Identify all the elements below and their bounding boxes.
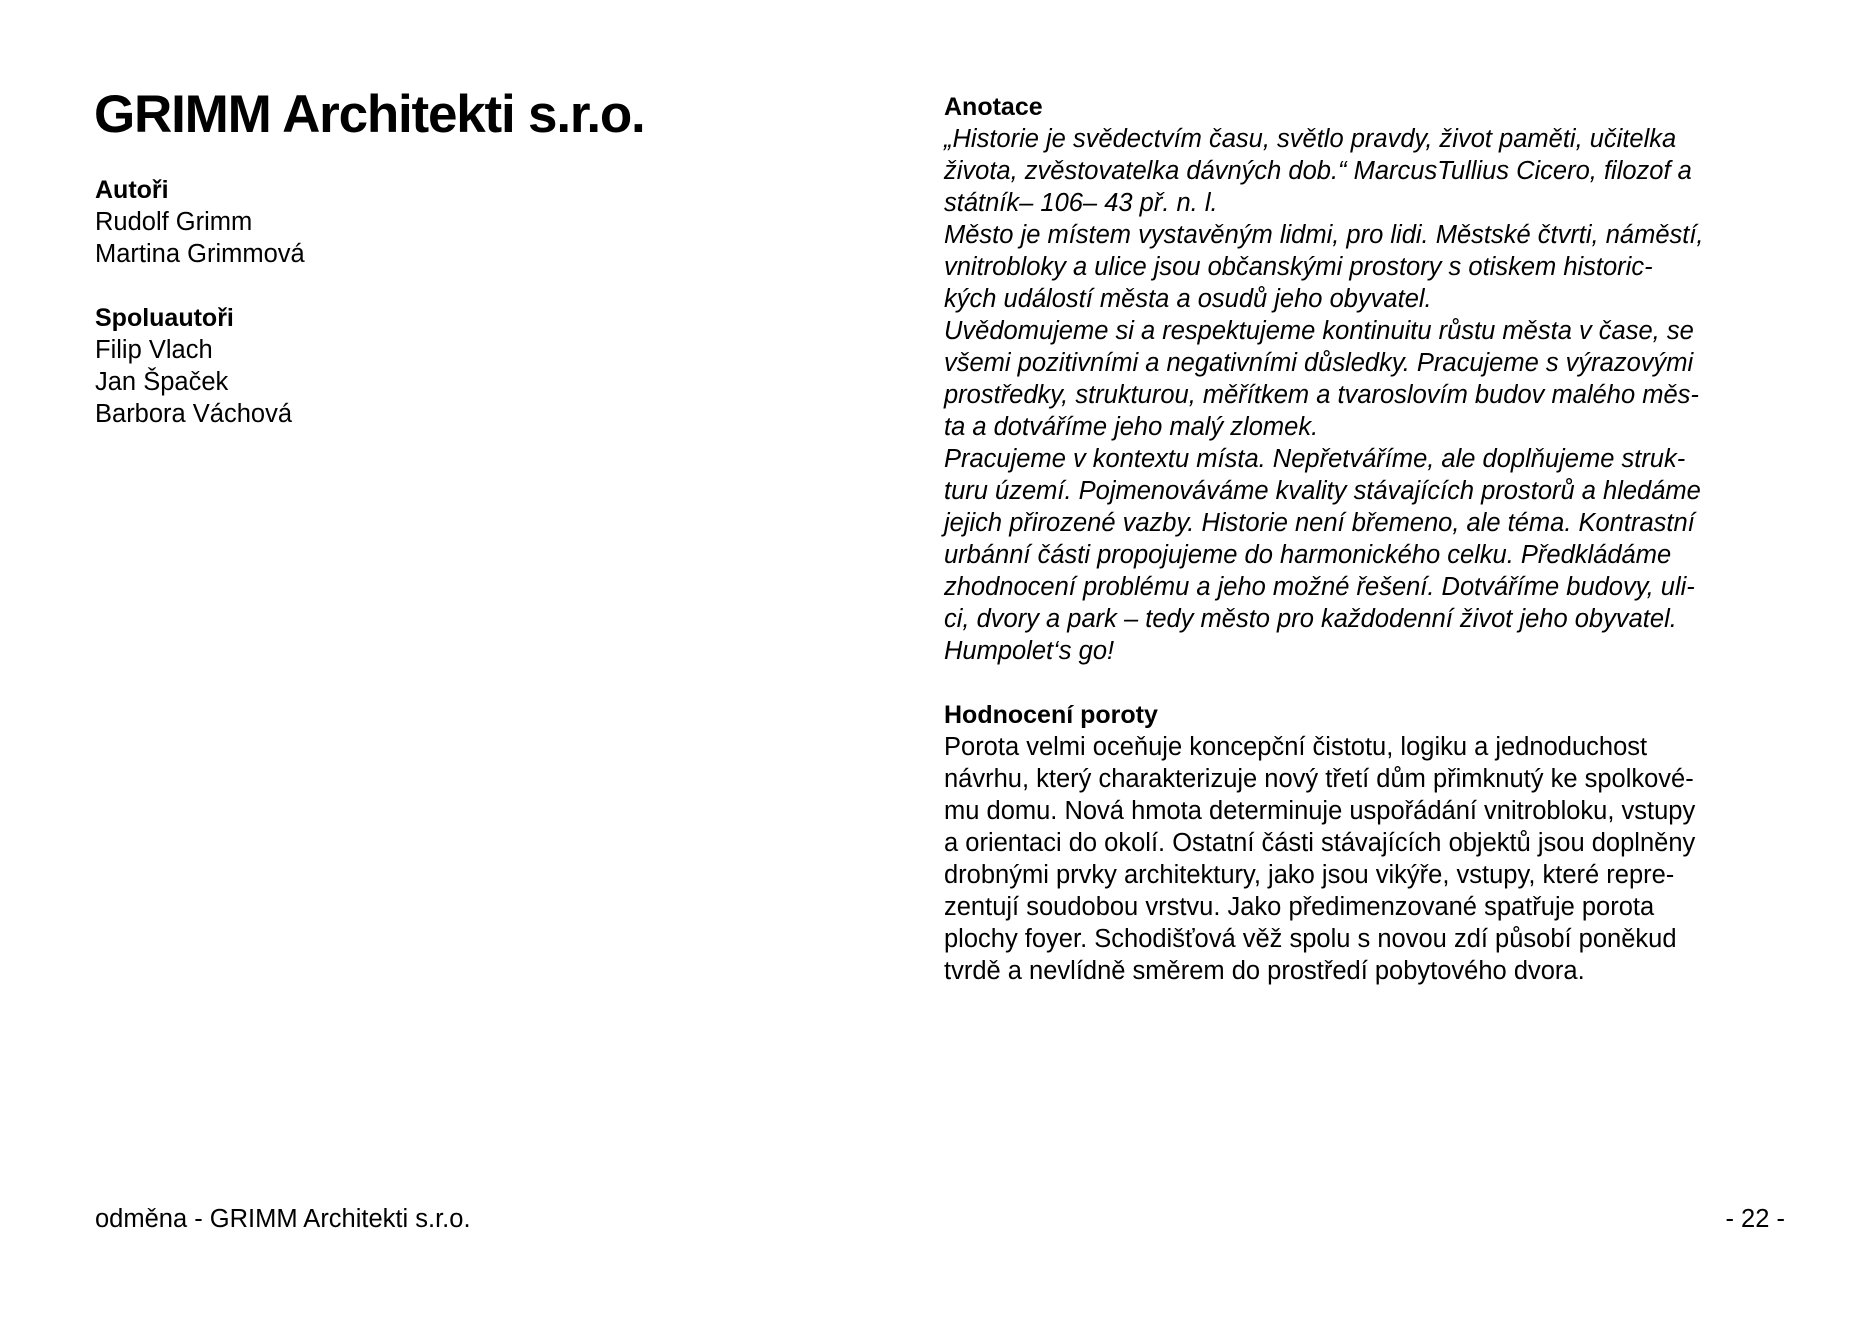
coauthors-heading: Spoluautoři: [95, 304, 234, 332]
annotation-line: prostředky, strukturou, měřítkem a tvaroslovím budov malého měs-: [944, 381, 1699, 409]
text-column: [944, 91, 1804, 1019]
jury-text: [944, 731, 1804, 987]
coauthor-name: Barbora Váchová: [95, 400, 293, 428]
annotation-line: „Historie je svědectvím času, světlo pravdy, život paměti, učitelka: [944, 125, 1677, 153]
annotation-line: ci, dvory a park – tedy město pro každodenní život jeho obyvatel.: [944, 605, 1677, 633]
annotation-line: urbánní části propojujeme do harmonického celku. Předkládáme: [944, 541, 1672, 569]
jury-line: Porota velmi oceňuje koncepční čistotu, logiku a jednoduchost: [944, 733, 1648, 761]
annotation-line: Uvědomujeme si a respektujeme kontinuitu růstu města v čase, se: [944, 317, 1694, 345]
jury-line: a orientaci do okolí. Ostatní části stávajících objektů jsou doplněny: [944, 829, 1696, 857]
annotation-line: Humpolet‘s go!: [944, 637, 1115, 665]
annotation-text: [944, 123, 1804, 667]
jury-line: tvrdě a nevlídně směrem do prostředí pobytového dvora.: [944, 957, 1585, 985]
jury-line: mu domu. Nová hmota determinuje uspořádání vnitrobloku, vstupy: [944, 797, 1696, 825]
coauthor-name: Jan Špaček: [95, 368, 229, 396]
credits-column: [95, 174, 795, 462]
annotation-line: Město je místem vystavěným lidmi, pro lidi. Městské čtvrti, náměstí,: [944, 221, 1704, 249]
annotation-heading: Anotace: [944, 93, 1043, 121]
annotation-line: jejich přirozené vazby. Historie není břemeno, ale téma. Kontrastní: [944, 509, 1695, 537]
annotation-line: života, zvěstovatelka dávných dob.“ MarcusTullius Cicero, filozof a: [944, 157, 1692, 185]
page-title: GRIMM Architekti s.r.o.: [94, 85, 645, 144]
authors-heading: Autoři: [95, 176, 169, 204]
author-name: Rudolf Grimm: [95, 208, 253, 236]
annotation-line: kých událostí města a osudů jeho obyvatel.: [944, 285, 1432, 313]
annotation-line: všemi pozitivními a negativními důsledky. Pracujeme s výrazovými: [944, 349, 1694, 377]
jury-line: návrhu, který charakterizuje nový třetí dům přimknutý ke spolkové-: [944, 765, 1694, 793]
jury-line: drobnými prvky architektury, jako jsou vikýře, vstupy, které repre-: [944, 861, 1675, 889]
jury-section: [944, 699, 1804, 987]
author-name: Martina Grimmová: [95, 240, 305, 268]
annotation-line: státník– 106– 43 př. n. l.: [944, 189, 1218, 217]
annotation-line: turu území. Pojmenováváme kvality stávajících prostorů a hledáme: [944, 477, 1701, 505]
page-number: - 22 -: [1725, 1205, 1785, 1233]
coauthor-name: Filip Vlach: [95, 336, 213, 364]
jury-heading: Hodnocení poroty: [944, 701, 1158, 729]
annotation-line: zhodnocení problému a jeho možné řešení. Dotváříme budovy, uli-: [944, 573, 1695, 601]
jury-line: plochy foyer. Schodišťová věž spolu s novou zdí působí poněkud: [944, 925, 1677, 953]
authors-section: [95, 174, 795, 270]
annotation-line: Pracujeme v kontextu místa. Nepřetváříme, ale doplňujeme struk-: [944, 445, 1686, 473]
jury-line: zentují soudobou vrstvu. Jako předimenzované spatřuje porota: [944, 893, 1655, 921]
footer-caption: odměna - GRIMM Architekti s.r.o.: [95, 1205, 471, 1233]
annotation-line: ta a dotváříme jeho malý zlomek.: [944, 413, 1319, 441]
coauthors-section: [95, 302, 795, 430]
annotation-section: [944, 91, 1804, 667]
annotation-line: vnitrobloky a ulice jsou občanskými prostory s otiskem historic-: [944, 253, 1653, 281]
